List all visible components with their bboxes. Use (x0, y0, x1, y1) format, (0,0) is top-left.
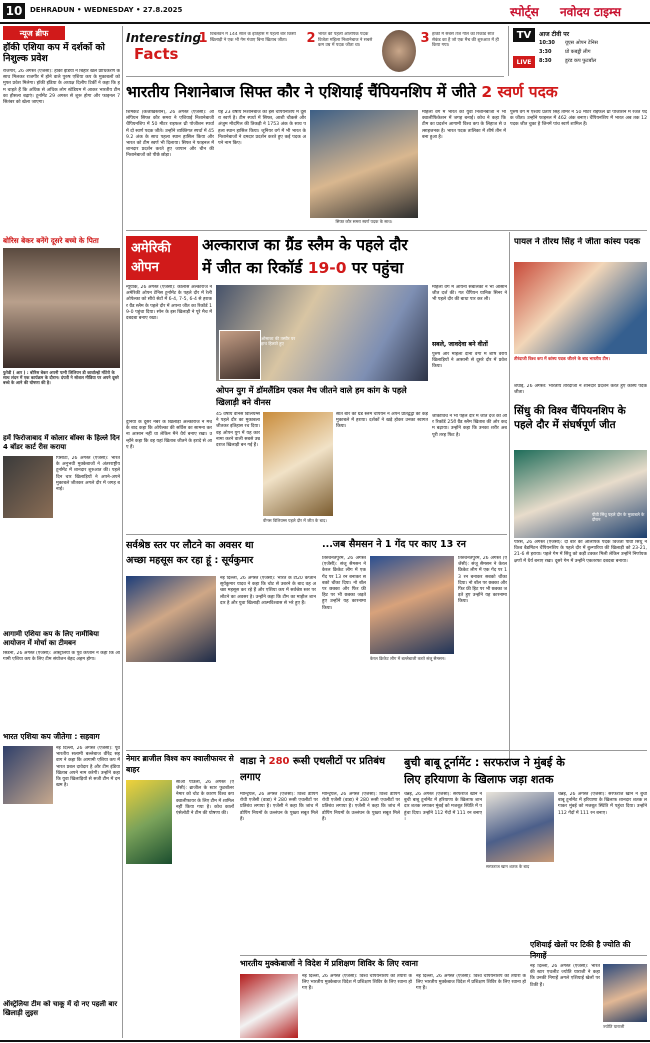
paper-name: नवोदय टाइम्स (560, 5, 622, 19)
neymar-photo (126, 780, 172, 864)
asian-games-body: नई दिल्ली, 26 अगस्त (एजेंसी): भारत की स्टार एथलीट ज्योति याराजी ने कहा कि उनकी निगाहें अगले एशियाई खेलों पर टिकी हैं। (530, 964, 600, 988)
tv-live-tag: LIVE (513, 56, 535, 68)
alcaraz-col4-top: महिला वर्ग में आर्यना सबालेंका ने भी आसान जीत दर्ज की। गत चैंपियन यानिक सिनर ने भी पहले दौर की बाधा पार कर ली। (432, 285, 507, 303)
lead-bottom-rule (126, 230, 647, 231)
alcaraz-side-heading: सबले, जावदेवा बने वीतों (432, 341, 488, 348)
buchi-babu-headline-line1: बुची बाबू टूर्नामेंट : सरफराज ने मुंबई के (404, 756, 565, 769)
brief-body-1: राजगीर, 26 अगस्त (एजेंसी): हॉकी इंडिया ने बिहार खेल प्राधिकरण के साथ मिलकर राजगीर में होने वाले पुरुष एशिया कप के मुकाबलों को मुफ्त प्रवेश मिलेगा। हॉकी इंडिया के अध्यक्ष दिलीप टिर्की ने कहा कि हम चाहते हैं कि अधिक से अधिक लोग स्टेडियम में आकर भारतीय टीम का हौसला बढ़ाएं। टूर्नामेंट 29 अगस्त से शुरू होगा और फाइनल 7 सितंबर को खेला जाएगा। (3, 69, 120, 106)
boxing-headline: भारतीय मुक्केबाजों ने विदेश में प्रशिक्षण शिविर के लिए रवाना (240, 959, 418, 968)
tv-item-3: डूरंड कप फुटबॉल (565, 58, 597, 64)
news-brief-column (3, 26, 120, 1038)
suryakumar-headline (126, 538, 316, 572)
masthead (0, 0, 650, 24)
brief-heading-3: हमें फिरोजाबाद में कोलार बॉक्स के हिल्ले दिन 4 बॉडर कार्ट रीस कराया (3, 434, 120, 451)
samson-body-right: तिरुवनंतपुरम, 26 अगस्त (एजेंसी): संजू सैमसन ने केरल क्रिकेट लीग में एक गेंद पर 13 रन बनाकर सबको चौंका दिया। नो बॉल पर छक्का और फिर फ्री हिट पर भी छक्का जड़ते हुए उन्होंने यह कारनामा किया। (458, 556, 507, 605)
lead-headline (126, 80, 647, 106)
brief-heading-2: बोरिस बेकर बनेंगे दूसरे बच्चे के पिता (3, 236, 99, 245)
boxing-photo (240, 974, 298, 1038)
alcaraz-headline (202, 234, 486, 282)
alcaraz-bottom-rule (126, 534, 507, 535)
brief-heading-4: आगामी एशिया कप के लिए नामीबिया आयोजन में मोर्चा का टीमबन (3, 630, 99, 647)
jyoti-caption: ज्योति याराजी (603, 1024, 625, 1029)
alcaraz-body-2: दुनिया के दूसरे नंबर के खिलाड़ी अल्काराज ने मैच के बाद कहा कि ओपेल्का की सर्विस का सामना करना आसान नहीं था लेकिन मैंने धैर्य बनाए रखा। उन्होंने कहा कि वह यहां खिताब जीतने के इरादे से आए हैं। (126, 420, 212, 450)
alcaraz-headline-accent: 19-0 (307, 259, 347, 277)
tv-title: आज टीवी पर (539, 31, 570, 38)
brief-heading-6: ऑस्ट्रेलिया टीम को चाकू में दो नए पहली बार खिलाड़ी लुइस (3, 1000, 118, 1017)
boxing-body-1: नई दिल्ली, 26 अगस्त (एजेंसी): विश्व चैंपियनशिप की तैयारी के लिए भारतीय मुक्केबाज विदेश में प्रशिक्षण शिविर के लिए रवाना हो गए हैं। (302, 974, 412, 992)
brief-photo-caption: फुरेडी ( आर ) : बोरिस बेकर अपनी पत्नी लिलियन डी कार्वाल्हो मोंटेरो के साथ लंदन में एक कार्यक्रम के दौरान। दंपती ने सोशल मीडिया पर अपने दूसरे बच्चे के आने की घोषणा की है। (3, 370, 119, 386)
lead-body-2: यह 23 वर्षीय निशानेबाज का इस चैंपियनशिप में दूसरा स्वर्ण है। टीम स्पर्धा में सिफ्त, आशी चौकसे और अंजुम मौदगिल की तिकड़ी ने 1753 अंक के साथ पहला स्थान हासिल किया। जूनियर वर्ग में भी भारत के निशानेबाजों ने दमदार प्रदर्शन करते हुए कई पदक अपने नाम किए। (218, 110, 306, 147)
alcaraz-side-body: पुरुष और महिला दोनों वर्गों में शीर्ष वरीय खिलाड़ियों ने आसानी से दूसरे दौर में प्रवेश किया। (432, 352, 507, 370)
samson-body-left: तिरुवनंतपुरम, 26 अगस्त (एजेंसी): संजू सैमसन ने केरल क्रिकेट लीग में एक गेंद पर 13 रन बनाकर सबको चौंका दिया। नो बॉल पर छक्का और फिर फ्री हिट पर भी छक्का जड़ते हुए उन्होंने यह कारनामा किया। (322, 556, 366, 611)
boxing-body-2: नई दिल्ली, 26 अगस्त (एजेंसी): विश्व चैंपियनशिप की तैयारी के लिए भारतीय मुक्केबाज विदेश में प्रशिक्षण शिविर के लिए रवाना हो गए हैं। (416, 974, 526, 992)
jyoti-photo (603, 964, 647, 1022)
lead-body-1: शिमकेंट (कजाखस्तान), 26 अगस्त (एजेंसी): ओलंपियन सिफ्त कौर समरा ने एशियाई निशानेबाजी चैंपियनशिप में 50 मीटर राइफल थ्री पोजीशन स्पर्धा में दो स्वर्ण पदक जीते। उन्होंने व्यक्तिगत स्पर्धा में 459.2 अंक के साथ पहला स्थान हासिल किया और भारत को टीम स्वर्ण भी दिलाया। सिफ्त ने फाइनल में शानदार प्रदर्शन करते हुए जापान और चीन की निशानेबाजों को पीछे छोड़ा। (126, 110, 214, 159)
alcaraz-col4-body: जोकोविच ने भी पहले दौर में जीत दर्ज की और रिकॉर्ड 25वें ग्रैंड स्लैम खिताब की ओर कदम बढ़ाया। उन्होंने कहा कि उनका शरीर अब पूरी तरह फिट है। (432, 414, 507, 438)
athletes-headline-accent: 280 (268, 756, 290, 767)
suryakumar-headline-line1: सर्वश्रेष्ठ स्तर पर लौटने का अवसर था (126, 540, 254, 551)
brief-heading-1: हॉकी एशिया कप में दर्शकों को निशुल्क प्रवेश (3, 42, 105, 64)
page-bottom-rule (0, 1040, 650, 1042)
fact-1-number: 1 (198, 30, 208, 46)
lead-body-4: पुरुष वर्ग में ऐश्वर्य प्रताप सिंह तोमर ने 50 मीटर राइफल थ्री पोजीशन में रजत पदक जीता। उन्होंने फाइनल में 462 अंक बनाए। चैंपियनशिप में भारत अब तक 12 पदक जीत चुका है जिनमें पांच स्वर्ण शामिल हैं। (510, 110, 647, 128)
brief-body-5: नई दिल्ली, 26 अगस्त (एजेंसी): पूर्व भारतीय सलामी बल्लेबाज वीरेंद्र सहवाग ने कहा कि आगामी एशिया कप में भारत प्रबल दावेदार है और टीम इंडिया खिताब अपने नाम करेगी। उन्होंने कहा कि युवा खिलाड़ियों से सजी टीम में दमखम है। (56, 746, 120, 789)
buchi-babu-headline-line2: लिए हरियाणा के खिलाफ जड़ा शतक (404, 773, 554, 786)
fact-3: हॉकी में सबसे तेज गोल का रिकॉर्ड सात सेकंड का है जो एक मैच की शुरुआत में ही किया गया। (432, 32, 499, 49)
facts-label-line2: Facts (134, 45, 179, 63)
tv-item-1: यूएस ओपन टेनिस (565, 40, 598, 46)
archery-photo (514, 262, 647, 354)
kicker-line-2: ओपन (131, 260, 159, 275)
alcaraz-headline-pre: में जीत का रिकॉर्ड (202, 259, 303, 277)
alcaraz-col3-body: सात बार की ग्रैंड स्लैम चैंपियन ने अपने प्रतिद्वंद्वी को कड़े मुकाबले में हराया। दर्शकों ने खड़े होकर उनका स्वागत किया। (336, 412, 428, 430)
tv-time-1: 10:30 (539, 40, 555, 46)
athletes-headline (240, 754, 400, 790)
boris-becker-photo (3, 248, 120, 368)
mid-rule (126, 750, 647, 751)
neymar-body: साओ पाउलो, 26 अगस्त (एजेंसी): ब्राजील के स्टार फुटबॉलर नेमार को चोट के कारण विश्व कप क्वालीफायर के लिए टीम में शामिल नहीं किया गया है। कोच कार्लो एंसेलोटी ने टीम की घोषणा की। (176, 780, 234, 817)
interesting-facts-strip (126, 26, 504, 77)
samson-caption: केरल क्रिकेट लीग में बल्लेबाजी करते संजू सैमसन। (370, 656, 446, 661)
lead-headline-accent: 2 स्वर्ण पदक (481, 83, 558, 101)
brief-body-3: पिसाटा, 26 अगस्त (एजेंसी): भारत के अनुभवी मुक्केबाजों ने अंतरराष्ट्रीय टूर्नामेंट में शानदार शुरुआत की। पहले दिन चार खिलाड़ियों ने अपने-अपने मुकाबले जीतकर अगले दौर में जगह बनाई। (56, 456, 120, 493)
alcaraz-headline-line2 (202, 257, 486, 280)
buchi-babu-headline (404, 754, 647, 790)
fact-2-photo (382, 30, 416, 72)
suryakumar-headline-line2: अच्छा महसूस कर रहा हूं : सूर्यकुमार (126, 555, 254, 566)
sift-kaur-photo (310, 110, 418, 218)
brief-body-4: सिडनी, 26 अगस्त (एजेंसी): ऑस्ट्रेलिया के पूर्व कप्तान ने कहा कि आगामी एशिया कप के लिए टीम संयोजन बेहद अहम होगा। (3, 651, 120, 663)
fact-3-number: 3 (420, 30, 430, 46)
venus-body: 45 वर्षीय वीनस विलियम्स ने पहले दौर का मुकाबला जीतकर इतिहास रच दिया। वह ओपन युग में यह कारनामा करने वाली सबसे उम्रदराज खिलाड़ी बन गई हैं। (216, 412, 260, 449)
buchi-babu-body-2: चेन्नई, 26 अगस्त (एजेंसी): सरफराज खान ने बुची बाबू टूर्नामेंट में हरियाणा के खिलाफ शानदार शतक लगाकर मुंबई को मजबूत स्थिति में पहुंचा दिया। उन्होंने 112 गेंदों में 111 रन बनाए। (558, 792, 647, 816)
buchi-babu-body-1: चेन्नई, 26 अगस्त (एजेंसी): सरफराज खान ने बुची बाबू टूर्नामेंट में हरियाणा के खिलाफ शानदार शतक लगाकर मुंबई को मजबूत स्थिति में पहुंचा दिया। उन्होंने 112 गेंदों में 111 रन बनाए। (404, 792, 482, 822)
venus-photo (263, 412, 333, 516)
right-column-divider (509, 232, 510, 762)
archery-caption: तीरंदाजी विश्व कप में कांस्य पदक जीतने के बाद भारतीय टीम। (514, 356, 610, 361)
sarfaraz-caption: सरफराज खान शतक के बाद (486, 864, 530, 869)
sindhu-body: पेरिस, 26 अगस्त (एजेंसी): दो बार की ओलंपिक पदक विजेता पीवी सिंधु ने विश्व बैडमिंटन चैंपियनशिप के पहले दौर में बुल्गारिया की खिलाड़ी को 23-21, 21-6 से हराया। पहले गेम में सिंधु को कड़ी टक्कर मिली लेकिन उन्होंने निर्णायक क्षणों में धैर्य बनाए रखा। दूसरे गेम में उन्होंने एकतरफा दबदबा बनाया। (514, 540, 647, 564)
facts-label-line1: Interesting (126, 31, 202, 45)
suryakumar-body: नई दिल्ली, 26 अगस्त (एजेंसी): भारत के टी20 कप्तान सूर्यकुमार यादव ने कहा कि चोट से उबरने के बाद वह अच्छा महसूस कर रहे हैं और एशिया कप में सर्वश्रेष्ठ स्तर पर लौटने का अवसर है। उन्होंने कहा कि टीम का माहौल शानदार है और युवा खिलाड़ी आत्मविश्वास से भरे हुए हैं। (220, 576, 316, 606)
alcaraz-body-1: न्यूयॉर्क, 26 अगस्त (एजेंसी): कार्लोस अल्काराज ने अमेरिकी ओपन टेनिस टूर्नामेंट के पहले दौर में रेली ओपेल्का को सीधे सेटों में 6-4, 7-5, 6-4 से हराकर ग्रैंड स्लैम के पहले दौर में अपना जीत का रिकॉर्ड 19-0 पहुंचा दिया। स्पेन के इस खिलाड़ी ने पूरे मैच में दबदबा बनाए रखा। (126, 285, 212, 322)
us-open-kicker (126, 236, 198, 280)
neymar-headline: नेमार ब्राजील विश्व कप क्वालीफायर से बाहर (126, 754, 234, 774)
boxer-photo (3, 456, 53, 518)
facts-label (126, 31, 202, 71)
kicker-line-1: अमेरिकी (131, 241, 171, 256)
tv-guide (508, 26, 648, 76)
lead-body-3: महिला वर्ग में भारत की युवा निशानेबाजों ने भी क्वालीफिकेशन में जगह बनाई। कोच ने कहा कि टीम का प्रदर्शन आगामी विश्व कप के लिहाज से उत्साहजनक है। भारत पदक तालिका में शीर्ष तीन में बना हुआ है। (422, 110, 506, 140)
fact-2-number: 2 (306, 30, 316, 46)
alcaraz-headline-post: पर पहुंचा (351, 259, 404, 277)
brief-heading-5: भारत एशिया कप जीतेगा : सहवाग (3, 732, 100, 741)
news-brief-tag: न्यूज ब्रीफ (3, 26, 65, 40)
athletes-body-1: मॉन्ट्रियल, 26 अगस्त (एजेंसी): विश्व डोपिंग रोधी एजेंसी (वाडा) ने 280 रूसी एथलीटों पर प्रतिबंध लगाया है। एजेंसी ने कहा कि जांच में डोपिंग नियमों के उल्लंघन के पुख्ता सबूत मिले हैं। (240, 792, 318, 822)
archery-headline: पायल ने तीरथ सिंह ने जीता कांस्य पदक (514, 237, 641, 247)
sindhu-photo-caption: पीवी सिंधु पहले दौर के मुकाबले के दौरान (592, 512, 645, 523)
tv-item-2: प्रो कबड्डी लीग (565, 49, 591, 55)
athletes-headline-post: रूसी एथलीटों पर प्रतिबंध लगाए (240, 756, 386, 783)
venus-photo-caption: वीनस विलियम्स पहले दौर में जीत के बाद। (263, 518, 327, 523)
sehwag-photo (3, 746, 53, 804)
alcaraz-headline-line1: अल्काराज का ग्रैंड स्लैम के पहले दौर (202, 236, 408, 254)
samson-headline: ...जब सैमसन ने 1 गेंद पर काए 13 रन (322, 539, 466, 550)
date-line: DEHRADUN • WEDNESDAY • 27.8.2025 (30, 6, 183, 14)
alcaraz-inset-caption: ओसाका की तस्वीर पर हाथ हिलाते हुए (261, 336, 296, 347)
suryakumar-photo (126, 576, 216, 662)
tv-label: TV (513, 28, 535, 42)
tv-time-2: 3:30 (539, 49, 552, 55)
fact-1: विंबलडन में 144 साल के इतिहास में पहली बार किसी खिलाड़ी ने एक भी गेम गंवाए बिना खिताब जीता। (210, 32, 296, 43)
sarfaraz-photo (486, 792, 554, 862)
venus-headline: ओपन युग में डॉमलैंडिम एकल मैच जीतने वाले हम कांग के पहले खिलाड़ी बने वीनस (216, 385, 407, 407)
fact-2: भारत की पहली ओलंपिक पदक विजेता महिला निशानेबाज ने सबसे कम उम्र में पदक जीता था। (318, 32, 373, 49)
athletes-headline-pre: वाडा ने (240, 756, 266, 767)
asian-games-headline: एशियाई खेलों पर टिकी है ज्योति की निगाहें (530, 940, 631, 960)
archery-body: शंघाई, 26 अगस्त: भारतीय तीरंदाजों ने शानदार प्रदर्शन करते हुए कांस्य पदक जीता। (514, 384, 647, 396)
tv-time-3: 8:30 (539, 58, 552, 64)
sindhu-headline: सिंधु की विश्व चैंपियनशिप के पहले दौर में संघर्षपूर्ण जीत (514, 405, 626, 431)
samson-photo (370, 556, 454, 654)
page-number: 10 (3, 3, 25, 19)
left-column-divider (122, 26, 123, 1038)
lead-headline-main: भारतीय निशानेबाज सिफ्त कौर ने एशियाई चैंपियनशिप में जीते (126, 83, 476, 101)
section-name: स्पोर्ट्स (510, 5, 539, 19)
alcaraz-inset-photo (219, 330, 261, 380)
athletes-body-2: मॉन्ट्रियल, 26 अगस्त (एजेंसी): विश्व डोपिंग रोधी एजेंसी (वाडा) ने 280 रूसी एथलीटों पर प्रतिबंध लगाया है। एजेंसी ने कहा कि जांच में डोपिंग नियमों के उल्लंघन के पुख्ता सबूत मिले हैं। (322, 792, 400, 822)
lead-photo-caption: सिफ्त कौर समरा स्वर्ण पदक के साथ। (335, 219, 393, 224)
